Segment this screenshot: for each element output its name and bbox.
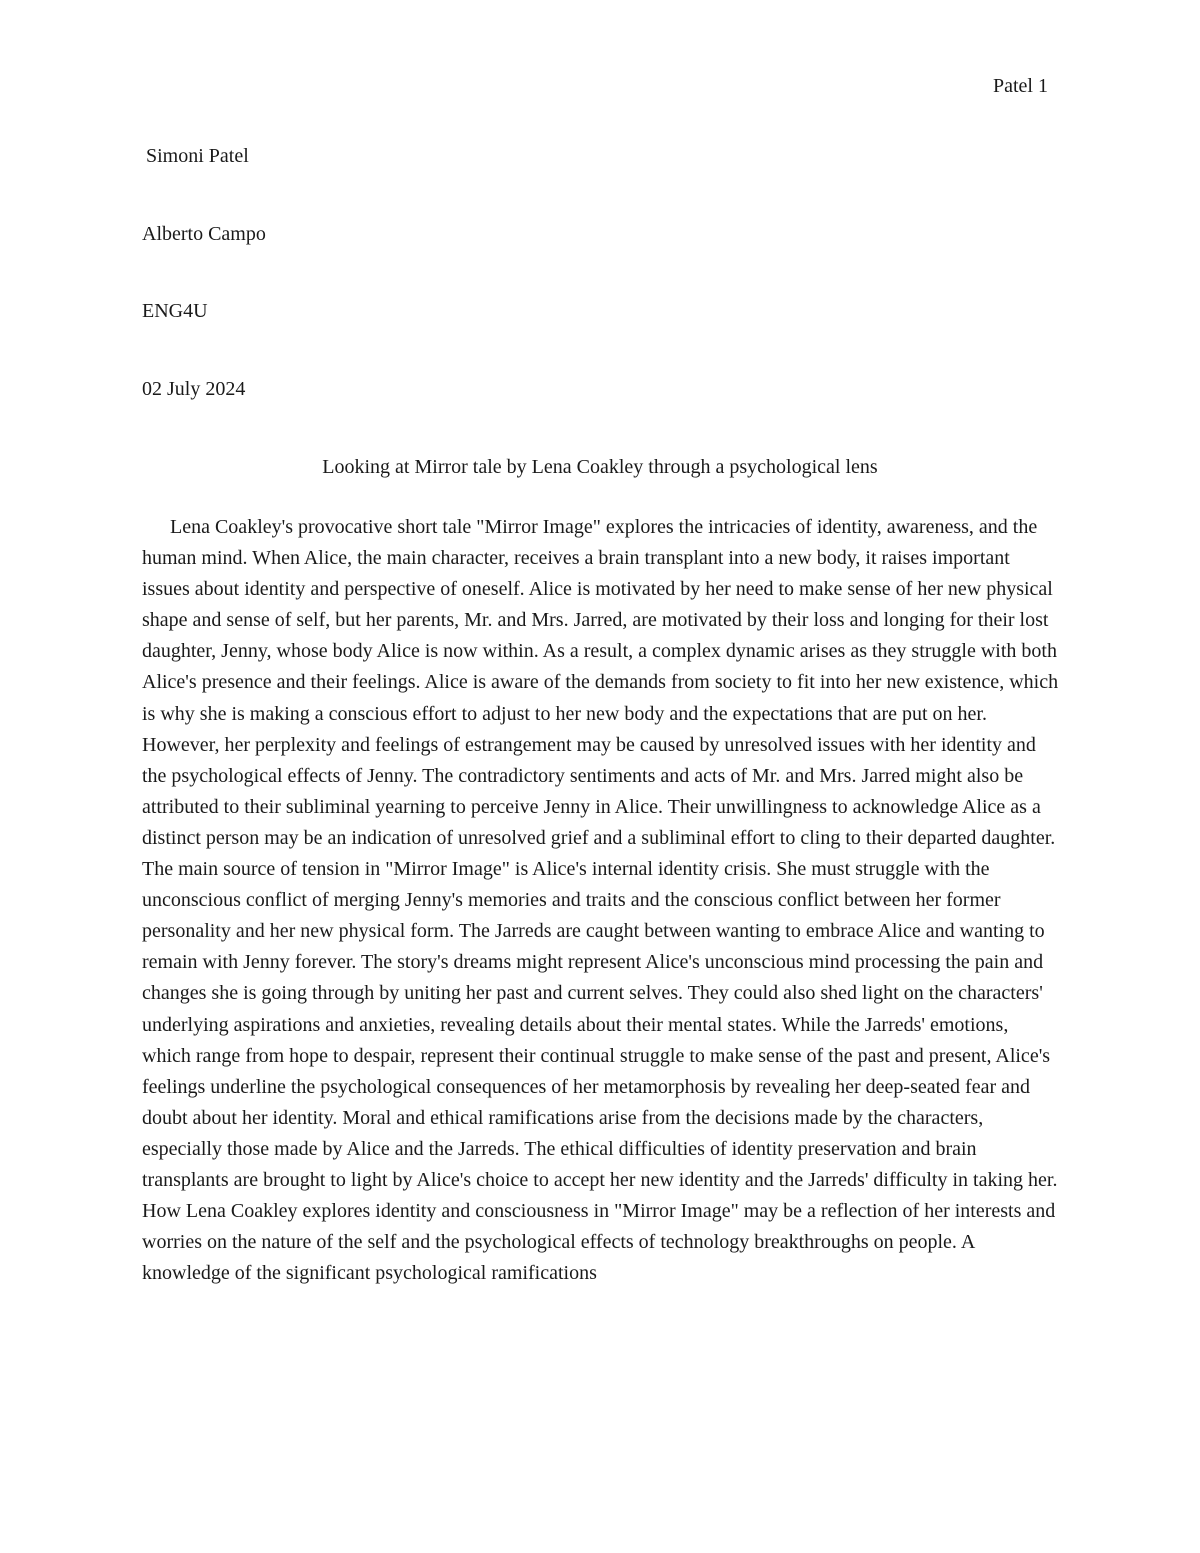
student-name: Simoni Patel [146,145,249,167]
instructor-name: Alberto Campo [142,223,266,245]
essay-date: 02 July 2024 [142,378,246,400]
essay-title: Looking at Mirror tale by Lena Coakley through a psychological lens [322,456,878,478]
course-code: ENG4U [142,300,208,322]
page-header-number: Patel 1 [993,75,1048,97]
essay-paragraph: Lena Coakley's provocative short tale "Mirror Image" explores the intricacies of identity, awareness, and the human mind. When Alice, the main character, receives a brain transplant into a new body, it raises important issues about identity and perspective of oneself. Alice is motivated by her need to make sense of her new physical shape and sense of self, but her parents, Mr. and Mrs. Jarred, are motivated by their loss and longing for their lost daughter, Jenny, whose body Alice is now within. As a result, a complex dynamic arises as they struggle with both Alice's presence and their feelings. Alice is aware of the demands from society to fit into her new existence, which is why she is making a conscious effort to adjust to her new body and the expectations that are put on her. However, her perplexity and feelings of estrangement may be caused by unresolved issues with her identity and the psychological effects of Jenny. The contradictory sentiments and acts of Mr. and Mrs. Jarred might also be attributed to their subliminal yearning to perceive Jenny in Alice. Their unwillingness to acknowledge Alice as a distinct person may be an indication of unresolved grief and a subliminal effort to cling to their departed daughter. The main source of tension in "Mirror Image" is Alice's internal identity crisis. She must struggle with the unconscious conflict of merging Jenny's memories and traits and the conscious conflict between her former personality and her new physical form. The Jarreds are caught between wanting to embrace Alice and wanting to remain with Jenny forever. The story's dreams might represent Alice's unconscious mind processing the pain and changes she is going through by uniting her past and current selves. They could also shed light on the characters' underlying aspirations and anxieties, revealing details about their mental states. While the Jarreds' emotions, which range from hope to despair, represent their continual struggle to make sense of the past and present, Alice's feelings underline the psychological consequences of her metamorphosis by revealing her deep-seated fear and doubt about her identity. Moral and ethical ramifications arise from the decisions made by the characters, especially those made by Alice and the Jarreds. The ethical difficulties of identity preservation and brain transplants are brought to light by Alice's choice to accept her new identity and the Jarreds' difficulty in taking her. How Lena Coakley explores identity and consciousness in "Mirror Image" may be a reflection of her interests and worries on the nature of the self and the psychological effects of technology breakthroughs on people. A knowledge of the significant psychological ramifications [142,516,1059,1285]
